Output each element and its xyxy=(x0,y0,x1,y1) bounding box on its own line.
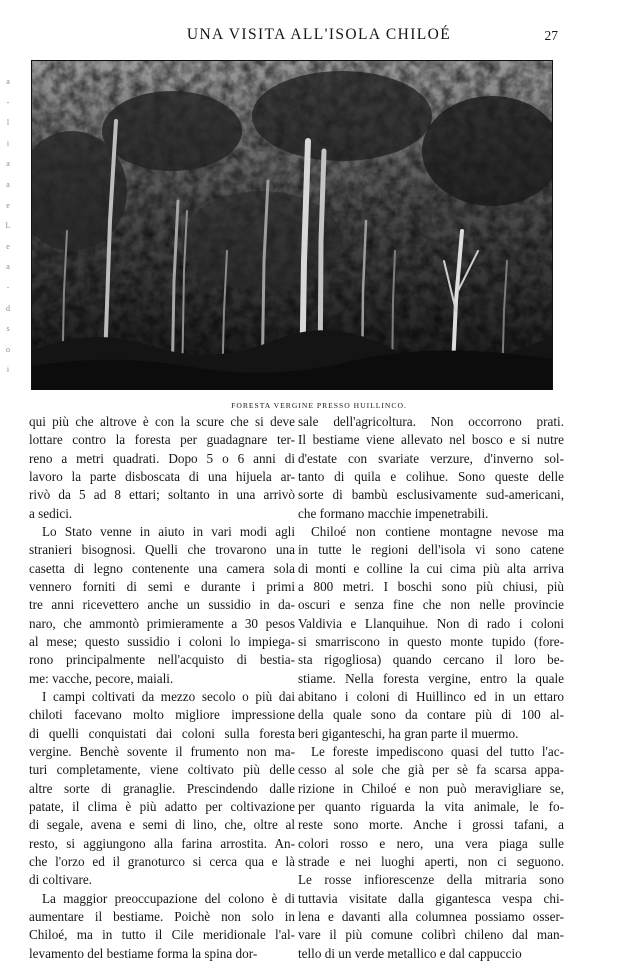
text-line: di monti e colline la cui cima più alta arriva xyxy=(298,560,564,576)
text-line: tre anni ricevettero anche un sussidio in da- xyxy=(29,597,295,613)
text-line: Le foreste impediscono quasi del tutto l'ac- xyxy=(311,743,564,759)
page-number: 27 xyxy=(544,28,558,43)
text-line: sorte di bambù esclusivamente sud-americani, xyxy=(298,487,564,503)
text-line: vare il più comune colibrì chileno dal man- xyxy=(298,927,564,943)
text-line: rivò da 5 ad 8 ettari; soltanto in una arrivò xyxy=(29,487,295,503)
paragraph xyxy=(298,523,564,743)
text-line: tuttavia visitate dalla gigantesca vespa chi- xyxy=(298,890,564,906)
text-line: abitano i coloni di Huillinco ed in un ettaro xyxy=(298,688,564,704)
text-line: casetta di legno contenente una camera sola xyxy=(29,560,295,576)
text-line: patate, il clima è più adatto per coltivazione xyxy=(29,798,295,814)
text-line: vergine. Benchè sovente il frumento non ma- xyxy=(29,743,295,759)
margin-mark: o xyxy=(6,344,10,354)
photo-caption: FORESTA VERGINE PRESSO HUILLINCO. xyxy=(231,401,407,410)
text-line: di quelli conquistati dai coloni sulla foresta xyxy=(29,725,295,741)
text-line: a 800 metri. I boschi sono più chiusi, più xyxy=(298,578,564,594)
left-text-column xyxy=(29,413,295,963)
text-line: me: vacche, pecore, maiali. xyxy=(29,670,174,686)
paragraph xyxy=(298,413,564,523)
paragraph xyxy=(29,890,295,963)
margin-mark: a xyxy=(6,179,10,189)
forest-photograph xyxy=(31,60,553,390)
margin-mark: a xyxy=(6,262,10,272)
text-line: si smarriscono in questo monte tupido (fore- xyxy=(298,633,564,649)
text-line: in tutte le regioni dell'isola vi sono catene xyxy=(298,542,564,558)
text-line: della quale sono da contare più di 100 al- xyxy=(298,707,564,723)
margin-mark: i xyxy=(6,365,10,375)
margin-mark: d xyxy=(6,303,10,313)
text-line: strade e nei luoghi aperti, non ci seguono. xyxy=(298,853,564,869)
margin-mark: s xyxy=(6,324,10,334)
margin-scan-marks xyxy=(4,72,12,402)
text-line: stiame. Nella foresta vergine, entro la quale xyxy=(298,670,564,686)
paragraph xyxy=(298,743,564,963)
text-line: stranieri bisognosi. Quelli che trovarono una xyxy=(29,542,295,558)
text-line: lena e davanti alla columnea possiamo osser- xyxy=(298,908,564,924)
margin-mark: e xyxy=(6,200,10,210)
text-line: naro, che ammontò primieramente a 30 pesos xyxy=(29,615,295,631)
paragraph xyxy=(29,523,295,688)
text-line: sale dell'agricoltura. Non occorrono prati. xyxy=(298,414,564,429)
text-line: Il bestiame viene allevato nel bosco e si nutre xyxy=(298,432,564,448)
text-line: tello di un verde metallico e dal cappuccio xyxy=(298,945,522,961)
margin-mark: e xyxy=(6,241,10,251)
right-text-column xyxy=(298,413,564,963)
text-line: chiloti facevano molto migliore impressione xyxy=(29,707,295,723)
text-line: altre sorte di granaglie. Prescindendo dalle xyxy=(29,780,295,796)
margin-mark: l xyxy=(6,118,10,128)
margin-mark: a xyxy=(6,77,10,86)
text-line: rizione in Chiloé e non può meravigliare se, xyxy=(298,780,564,796)
text-line: reno a metri quadrati. Dopo 5 o 6 anni di xyxy=(29,450,295,466)
text-line: cesso al sole che già per sè fa scarsa appa- xyxy=(298,762,564,778)
text-line: rono principalmente nell'acquisto di bestia- xyxy=(29,652,295,668)
text-line: La maggior preoccupazione del colono è di xyxy=(42,890,295,906)
text-line: Le rosse infiorescenze della mitraria sono xyxy=(298,872,564,888)
text-line: sta rigogliosa) quando cercano il loro be- xyxy=(298,652,564,668)
text-line: reste sono morte. Anche i grossi tafani, a xyxy=(298,817,564,833)
text-line: di coltivare. xyxy=(29,872,92,888)
text-line: I campi coltivati da mezzo secolo o più dai xyxy=(42,688,295,704)
margin-mark: - xyxy=(6,282,10,292)
text-line: che l'orzo ed il granoturco si cerca qua e là xyxy=(29,853,295,869)
text-line: oscuri e senza fine che non nelle provincie xyxy=(298,597,564,613)
margin-mark: i xyxy=(6,138,10,148)
text-line: Chiloé non contiene montagne nevose ma xyxy=(311,523,564,539)
text-line: qui più che altrove è con la scure che si deve xyxy=(29,414,295,429)
margin-mark: a xyxy=(6,159,10,169)
paragraph xyxy=(29,688,295,890)
text-line: levamento del bestiame forma la spina dor- xyxy=(29,945,258,961)
text-line: turi completamente, viene coltivato più delle xyxy=(29,762,295,778)
margin-mark: - xyxy=(6,97,10,107)
text-line: al mese; questo sussidio i coloni lo impiega- xyxy=(29,633,295,649)
text-line: aumentare il bestiame. Poichè non solo in xyxy=(29,908,295,924)
text-line: resto, si aggiungono alla farina arrostita. An- xyxy=(29,835,295,851)
text-line: colori rosso e nero, una vera piaga sulle xyxy=(298,835,564,851)
text-line: di segale, avena e semi di lino, che, oltre al xyxy=(29,817,295,833)
text-line: Lo Stato venne in aiuto in vari modi agli xyxy=(42,523,295,539)
text-line: d'estate con svariate verzure, d'inverno sol- xyxy=(298,450,564,466)
text-line: vennero forniti di semi e durante i primi xyxy=(29,578,295,594)
text-line: per quanto riguarda la vita animale, le fo- xyxy=(298,798,564,814)
page-title: UNA VISITA ALL'ISOLA CHILOÉ xyxy=(186,26,452,43)
text-line: beri giganteschi, ha gran parte il muermo. xyxy=(298,725,519,741)
text-line: Chiloé, ma in tutto il Cile meridionale l'al- xyxy=(29,927,295,943)
text-line: a sedici. xyxy=(29,505,73,521)
text-line: tanto di quila e colihue. Sono queste delle xyxy=(298,468,564,484)
text-line: lottare contro la foresta per guadagnare ter- xyxy=(29,432,295,448)
text-line: Valdivia e Llanquihue. Non di rado i coloni xyxy=(298,615,564,631)
running-header xyxy=(0,22,638,46)
text-line: che formano macchie impenetrabili. xyxy=(298,505,489,521)
paragraph xyxy=(29,413,295,523)
margin-mark: L xyxy=(5,221,11,231)
text-line: lavoro la parte disboscata di una hijuela ar- xyxy=(29,468,295,484)
